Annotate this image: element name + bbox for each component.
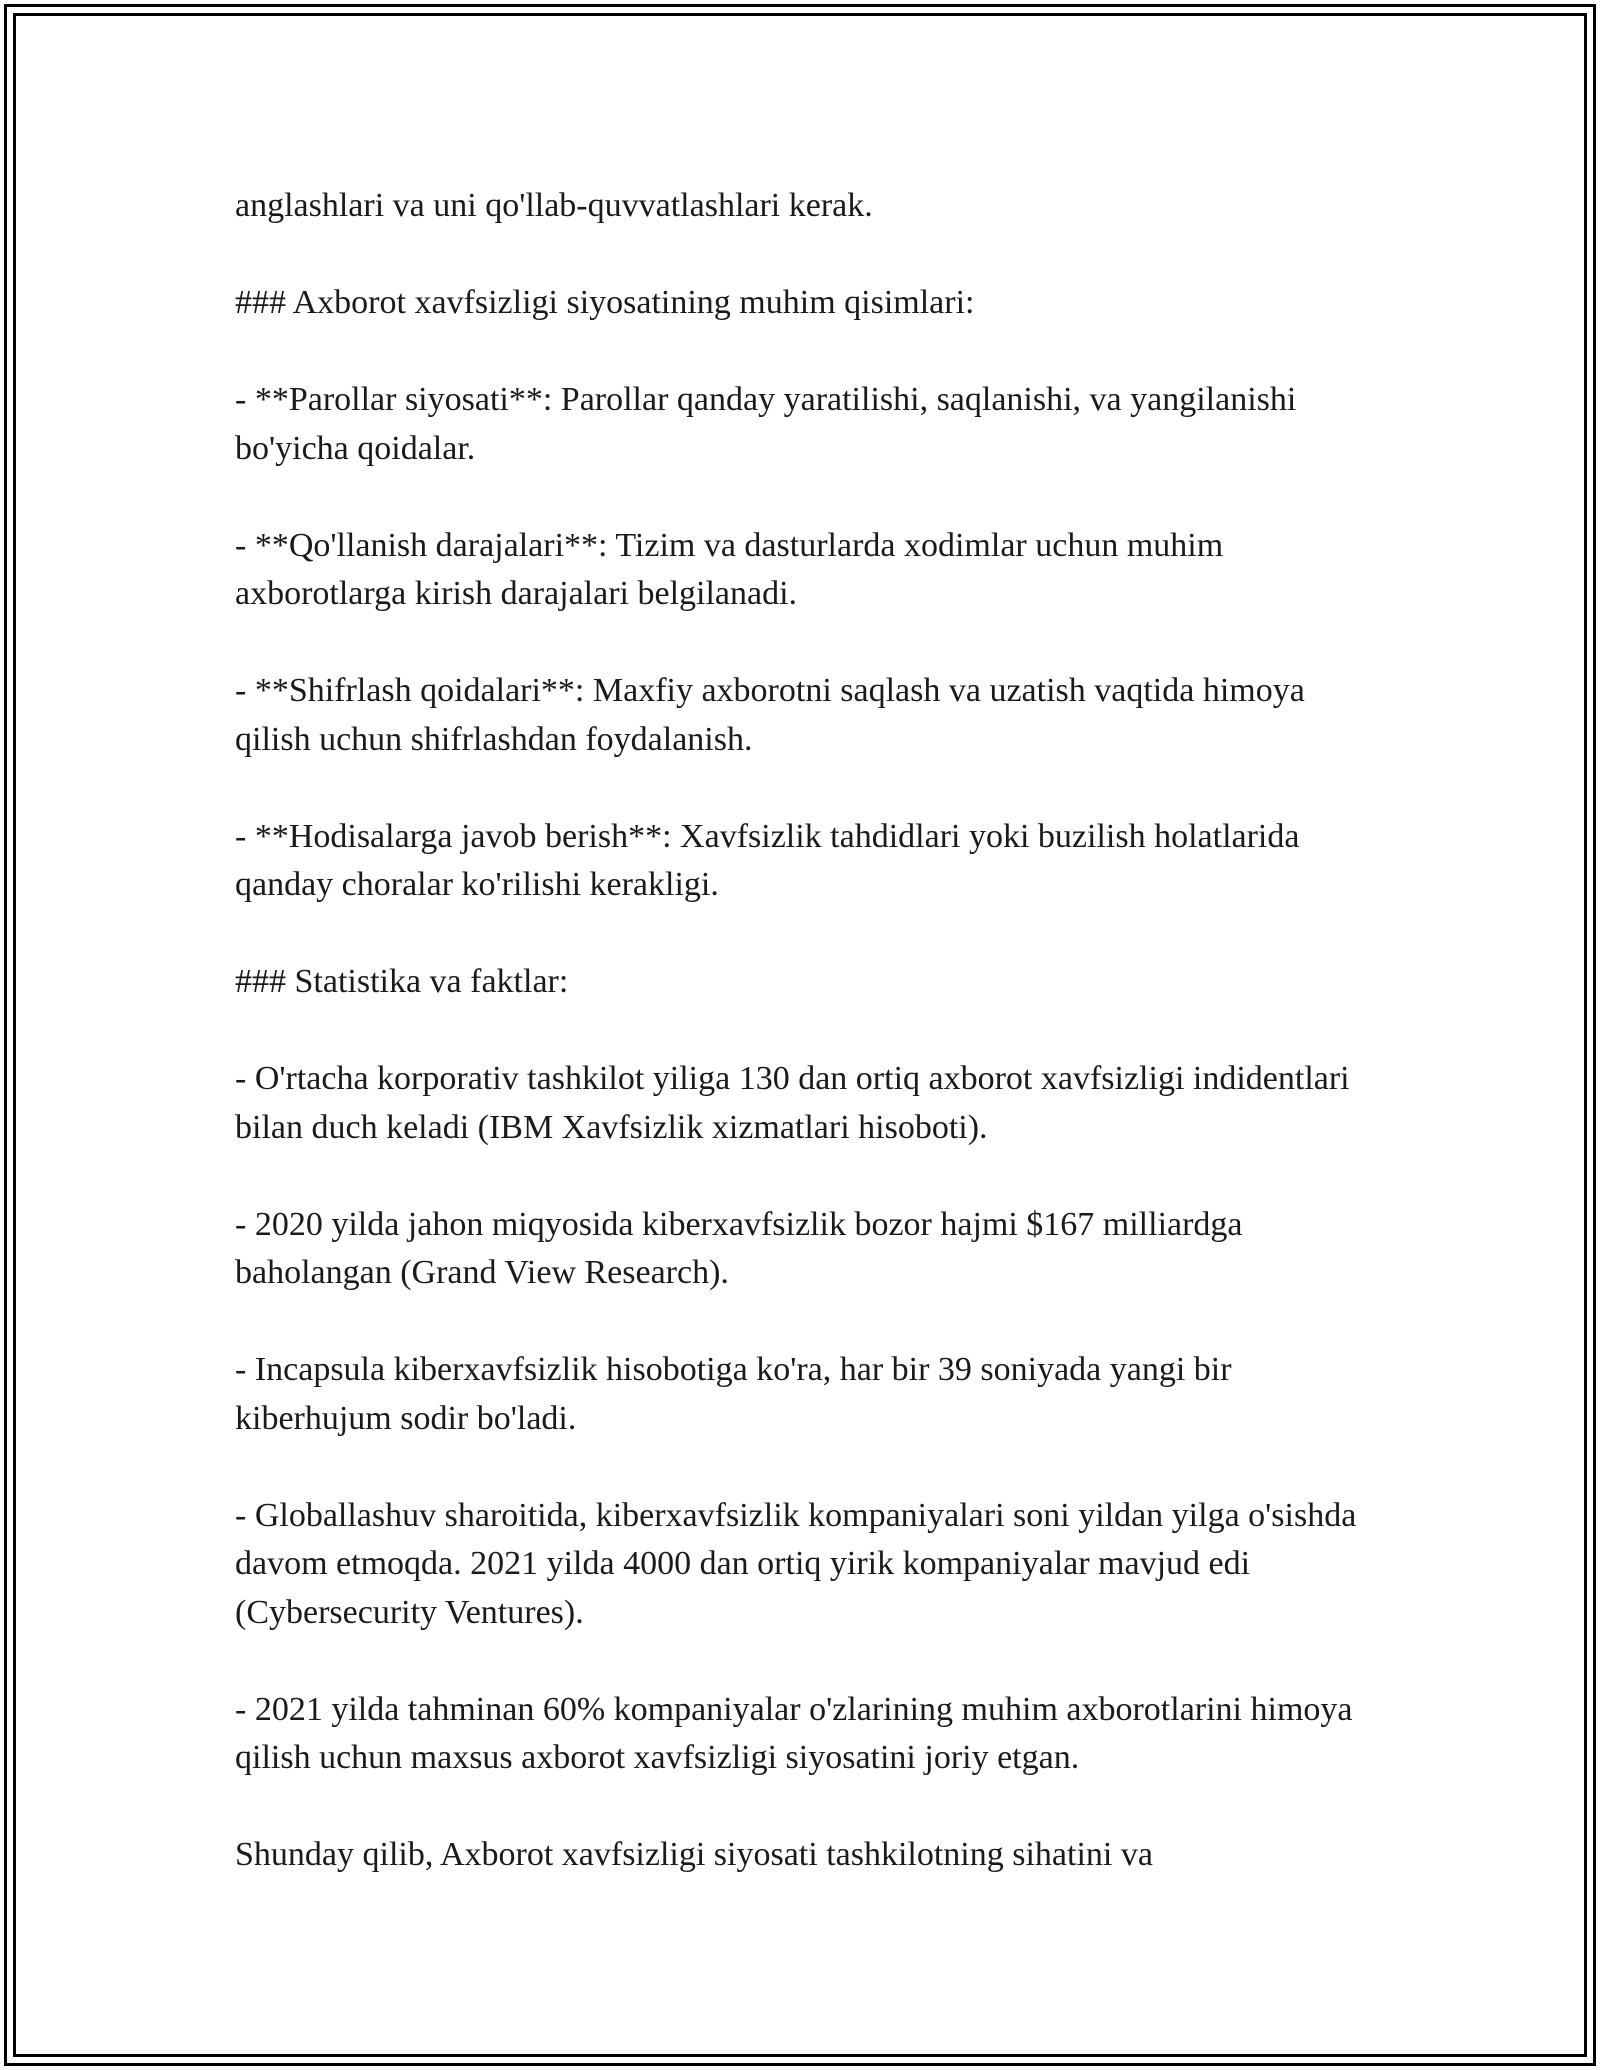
list-item-stat-policy-adoption: - 2021 yilda tahminan 60% kompaniyalar o'zlarining muhim axborotlarini himoya qilish uchun maxsus axborot xavfsizligi siyosatini joriy etgan.	[235, 1690, 1353, 1776]
section-heading-policy-parts: ### Axborot xavfsizligi siyosatining muhim qisimlari:	[235, 284, 975, 321]
list-item-stat-market-size: - 2020 yilda jahon miqyosida kiberxavfsizlik bozor hajmi $167 milliardga baholangan (Grand View Research).	[235, 1205, 1243, 1291]
list-item-stat-company-count: - Globallashuv sharoitida, kiberxavfsizlik kompaniyalari soni yildan yilga o'sishda davom etmoqda. 2021 yilda 4000 dan ortiq yirik kompaniyalar mavjud edi (Cybersecurity Ventures).	[235, 1496, 1357, 1631]
list-item-access-levels: - **Qo'llanish darajalari**: Tizim va dasturlarda xodimlar uchun muhim axborotlarga kirish darajalari belgilanadi.	[235, 526, 1224, 612]
list-item-stat-attack-frequency: - Incapsula kiberxavfsizlik hisobotiga ko'ra, har bir 39 soniyada yangi bir kiberhujum sodir bo'ladi.	[235, 1351, 1232, 1437]
list-item-password-policy: - **Parollar siyosati**: Parollar qanday yaratilishi, saqlanishi, va yangilanishi bo'yicha qoidalar.	[235, 381, 1297, 467]
paragraph-conclusion: Shunday qilib, Axborot xavfsizligi siyosati tashkilotning sihatini va	[235, 1836, 1153, 1873]
document-body	[235, 182, 1365, 1928]
section-heading-statistics: ### Statistika va faktlar:	[235, 963, 569, 1000]
list-item-incident-response: - **Hodisalarga javob berish**: Xavfsizlik tahdidlari yoki buzilish holatlarida qanday choralar ko'rilishi kerakligi.	[235, 817, 1300, 903]
paragraph-continuation: anglashlari va uni qo'llab-quvvatlashlari kerak.	[235, 187, 873, 224]
list-item-encryption-rules: - **Shifrlash qoidalari**: Maxfiy axborotni saqlash va uzatish vaqtida himoya qilish uchun shifrlashdan foydalanish.	[235, 672, 1305, 758]
list-item-stat-incidents: - O'rtacha korporativ tashkilot yiliga 130 dan ortiq axborot xavfsizligi indidentlari bilan duch keladi (IBM Xavfsizlik xizmatlari hisoboti).	[235, 1060, 1350, 1146]
